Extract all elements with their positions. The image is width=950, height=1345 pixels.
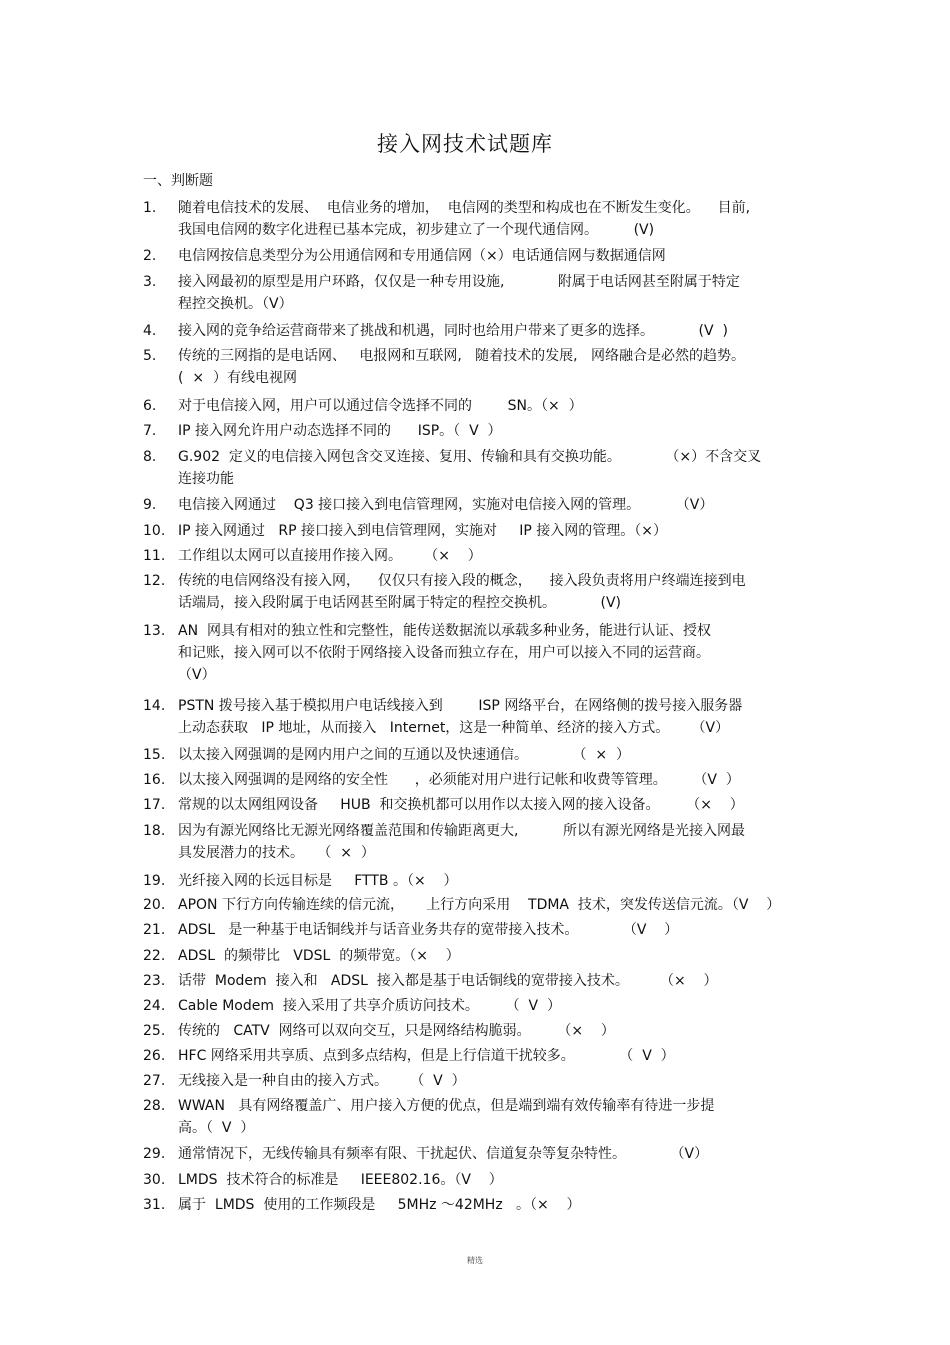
question-text: 工作组以太网可以直接用作接入网。 （× ） bbox=[178, 548, 482, 564]
question-item bbox=[143, 695, 813, 739]
question-number: 15. bbox=[143, 747, 166, 763]
question-item bbox=[143, 945, 813, 967]
question-item bbox=[143, 1070, 813, 1092]
question-text: ADSL 是一种基于电话铜线并与话音业务共存的宽带接入技术。 （V ） bbox=[178, 922, 679, 938]
question-number: 14. bbox=[143, 698, 166, 714]
question-text: 光纤接入网的长远目标是 FTTB 。（× ） bbox=[178, 873, 458, 889]
question-item bbox=[143, 545, 813, 567]
question-text: HFC 网络采用共享质、点到多点结构，但是上行信道干扰较多。 （ V ） bbox=[178, 1048, 675, 1064]
question-text: 属于 LMDS 使用的工作频段是 5MHz ～42MHz 。（× ） bbox=[178, 1197, 581, 1213]
question-item bbox=[143, 1020, 813, 1042]
question-item bbox=[143, 570, 813, 614]
question-item bbox=[143, 1045, 813, 1067]
question-item bbox=[143, 620, 813, 686]
question-number: 27. bbox=[143, 1073, 166, 1089]
question-number: 24. bbox=[143, 998, 166, 1014]
question-number: 5. bbox=[143, 348, 157, 364]
question-text: 接入网最初的原型是用户环路，仅仅是一种专用设施, 附属于电话网甚至附属于特定 程控交换机。（V） bbox=[178, 274, 740, 312]
question-text: PSTN 拨号接入基于模拟用户电话线接入到 ISP 网络平台，在网络侧的拨号接入服务器 上动态获取 IP 地址，从而接入 Internet，这是一种简单、经济的接入方式。 （V） bbox=[178, 698, 743, 736]
question-text: 以太接入网强调的是网络的安全性 ，必须能对用户进行记帐和收费等管理。 （V ） bbox=[178, 772, 740, 788]
question-text: 随着电信技术的发展、 电信业务的增加， 电信网的类型和构成也在不断发生变化。 目前, 我国电信网的数字化进程已基本完成，初步建立了一个现代通信网。 (V) bbox=[178, 200, 751, 238]
question-item bbox=[143, 245, 813, 267]
question-number: 10. bbox=[143, 523, 166, 539]
question-number: 18. bbox=[143, 823, 166, 839]
question-text: ADSL 的频带比 VDSL 的频带宽。（× ） bbox=[178, 948, 460, 964]
question-text: 以太接入网强调的是网内用户之间的互通以及快速通信。 （ × ） bbox=[178, 747, 631, 763]
question-item bbox=[143, 271, 813, 315]
question-item bbox=[143, 320, 813, 342]
question-text: IP 接入网允许用户动态选择不同的 ISP。（ V ） bbox=[178, 423, 502, 439]
question-text: 话带 Modem 接入和 ADSL 接入都是基于电话铜线的宽带接入技术。 （× ） bbox=[178, 973, 718, 989]
question-number: 3. bbox=[143, 274, 157, 290]
question-text: 通常情况下，无线传输具有频率有限、干扰起伏、信道复杂等复杂特性。 （V） bbox=[178, 1146, 709, 1162]
question-text: 因为有源光网络比无源光网络覆盖范围和传输距离更大, 所以有源光网络是光接入网最 具发展潜力的技术。 （ × ） bbox=[178, 823, 745, 861]
question-item bbox=[143, 494, 813, 516]
question-number: 4. bbox=[143, 323, 157, 339]
question-text: 传统的 CATV 网络可以双向交互，只是网络结构脆弱。 （× ） bbox=[178, 1023, 615, 1039]
question-number: 30. bbox=[143, 1172, 166, 1188]
question-number: 6. bbox=[143, 398, 157, 414]
question-text: 传统的三网指的是电话网、 电报网和互联网, 随着技术的发展, 网络融合是必然的趋势。 ( × ）有线电视网 bbox=[178, 348, 745, 386]
question-item bbox=[143, 820, 813, 864]
question-text: 接入网的竞争给运营商带来了挑战和机遇，同时也给用户带来了更多的选择。 (V ) bbox=[178, 323, 728, 339]
question-number: 13. bbox=[143, 623, 166, 639]
question-number: 2. bbox=[143, 248, 157, 264]
question-number: 19. bbox=[143, 873, 166, 889]
question-item bbox=[143, 1143, 813, 1165]
question-item bbox=[143, 345, 813, 389]
question-item bbox=[143, 1194, 813, 1216]
question-number: 12. bbox=[143, 573, 166, 589]
question-number: 26. bbox=[143, 1048, 166, 1064]
question-number: 31. bbox=[143, 1197, 166, 1213]
question-item bbox=[143, 446, 813, 490]
question-text: G.902 定义的电信接入网包含交叉连接、复用、传输和具有交换功能。 （×）不含交叉 连接功能 bbox=[178, 449, 762, 487]
question-number: 11. bbox=[143, 548, 166, 564]
question-text: AN 网具有相对的独立性和完整性，能传送数据流以承载多种业务，能进行认证、授权 和记账，接入网可以不依附于网络接入设备而独立存在，用户可以接入不同的运营商。 （V） bbox=[178, 623, 711, 683]
question-number: 21. bbox=[143, 922, 166, 938]
question-item bbox=[143, 420, 813, 442]
question-item bbox=[143, 197, 813, 241]
question-text: 无线接入是一种自由的接入方式。 （ V ） bbox=[178, 1073, 466, 1089]
question-text: WWAN 具有网络覆盖广、用户接入方便的优点，但是端到端有效传输率有待进一步提 高。（ V ） bbox=[178, 1098, 715, 1136]
question-number: 29. bbox=[143, 1146, 166, 1162]
question-item bbox=[143, 520, 813, 542]
question-text: 常规的以太网组网设备 HUB 和交换机都可以用作以太接入网的接入设备。 （× ） bbox=[178, 797, 744, 813]
question-item bbox=[143, 744, 813, 766]
question-number: 16. bbox=[143, 772, 166, 788]
question-text: 对于电信接入网，用户可以通过信令选择不同的 SN。（× ） bbox=[178, 398, 583, 414]
question-text: APON 下行方向传输连续的信元流， 上行方向采用 TDMA 技术，突发传送信元流。（V ） bbox=[178, 897, 781, 913]
question-item bbox=[143, 894, 813, 916]
question-item bbox=[143, 1095, 813, 1139]
section-heading: 一、判断题 bbox=[143, 173, 213, 189]
question-item bbox=[143, 995, 813, 1017]
question-number: 9. bbox=[143, 497, 157, 513]
question-item bbox=[143, 794, 813, 816]
question-text: 传统的电信网络没有接入网， 仅仅只有接入段的概念， 接入段负责将用户终端连接到电 话端局，接入段附属于电话网甚至附属于特定的程控交换机。 (V) bbox=[178, 573, 746, 611]
question-item bbox=[143, 1169, 813, 1191]
page-footer: 精选 bbox=[467, 1256, 483, 1265]
question-item bbox=[143, 970, 813, 992]
question-item bbox=[143, 395, 813, 417]
question-item bbox=[143, 870, 813, 892]
question-number: 17. bbox=[143, 797, 166, 813]
question-text: IP 接入网通过 RP 接口接入到电信管理网，实施对 IP 接入网的管理。（×） bbox=[178, 523, 667, 539]
question-number: 20. bbox=[143, 897, 166, 913]
question-text: 电信接入网通过 Q3 接口接入到电信管理网，实施对电信接入网的管理。 （V） bbox=[178, 497, 714, 513]
question-text: Cable Modem 接入采用了共享介质访问技术。 （ V ） bbox=[178, 998, 561, 1014]
page-title: 接入网技术试题库 bbox=[377, 132, 553, 156]
question-number: 22. bbox=[143, 948, 166, 964]
question-item bbox=[143, 919, 813, 941]
question-text: LMDS 技术符合的标准是 IEEE802.16。（V ） bbox=[178, 1172, 503, 1188]
question-number: 1. bbox=[143, 200, 157, 216]
question-item bbox=[143, 769, 813, 791]
question-number: 28. bbox=[143, 1098, 166, 1114]
question-number: 25. bbox=[143, 1023, 166, 1039]
question-number: 8. bbox=[143, 449, 157, 465]
question-number: 7. bbox=[143, 423, 157, 439]
question-number: 23. bbox=[143, 973, 166, 989]
question-text: 电信网按信息类型分为公用通信网和专用通信网（×）电话通信网与数据通信网 bbox=[178, 248, 666, 264]
